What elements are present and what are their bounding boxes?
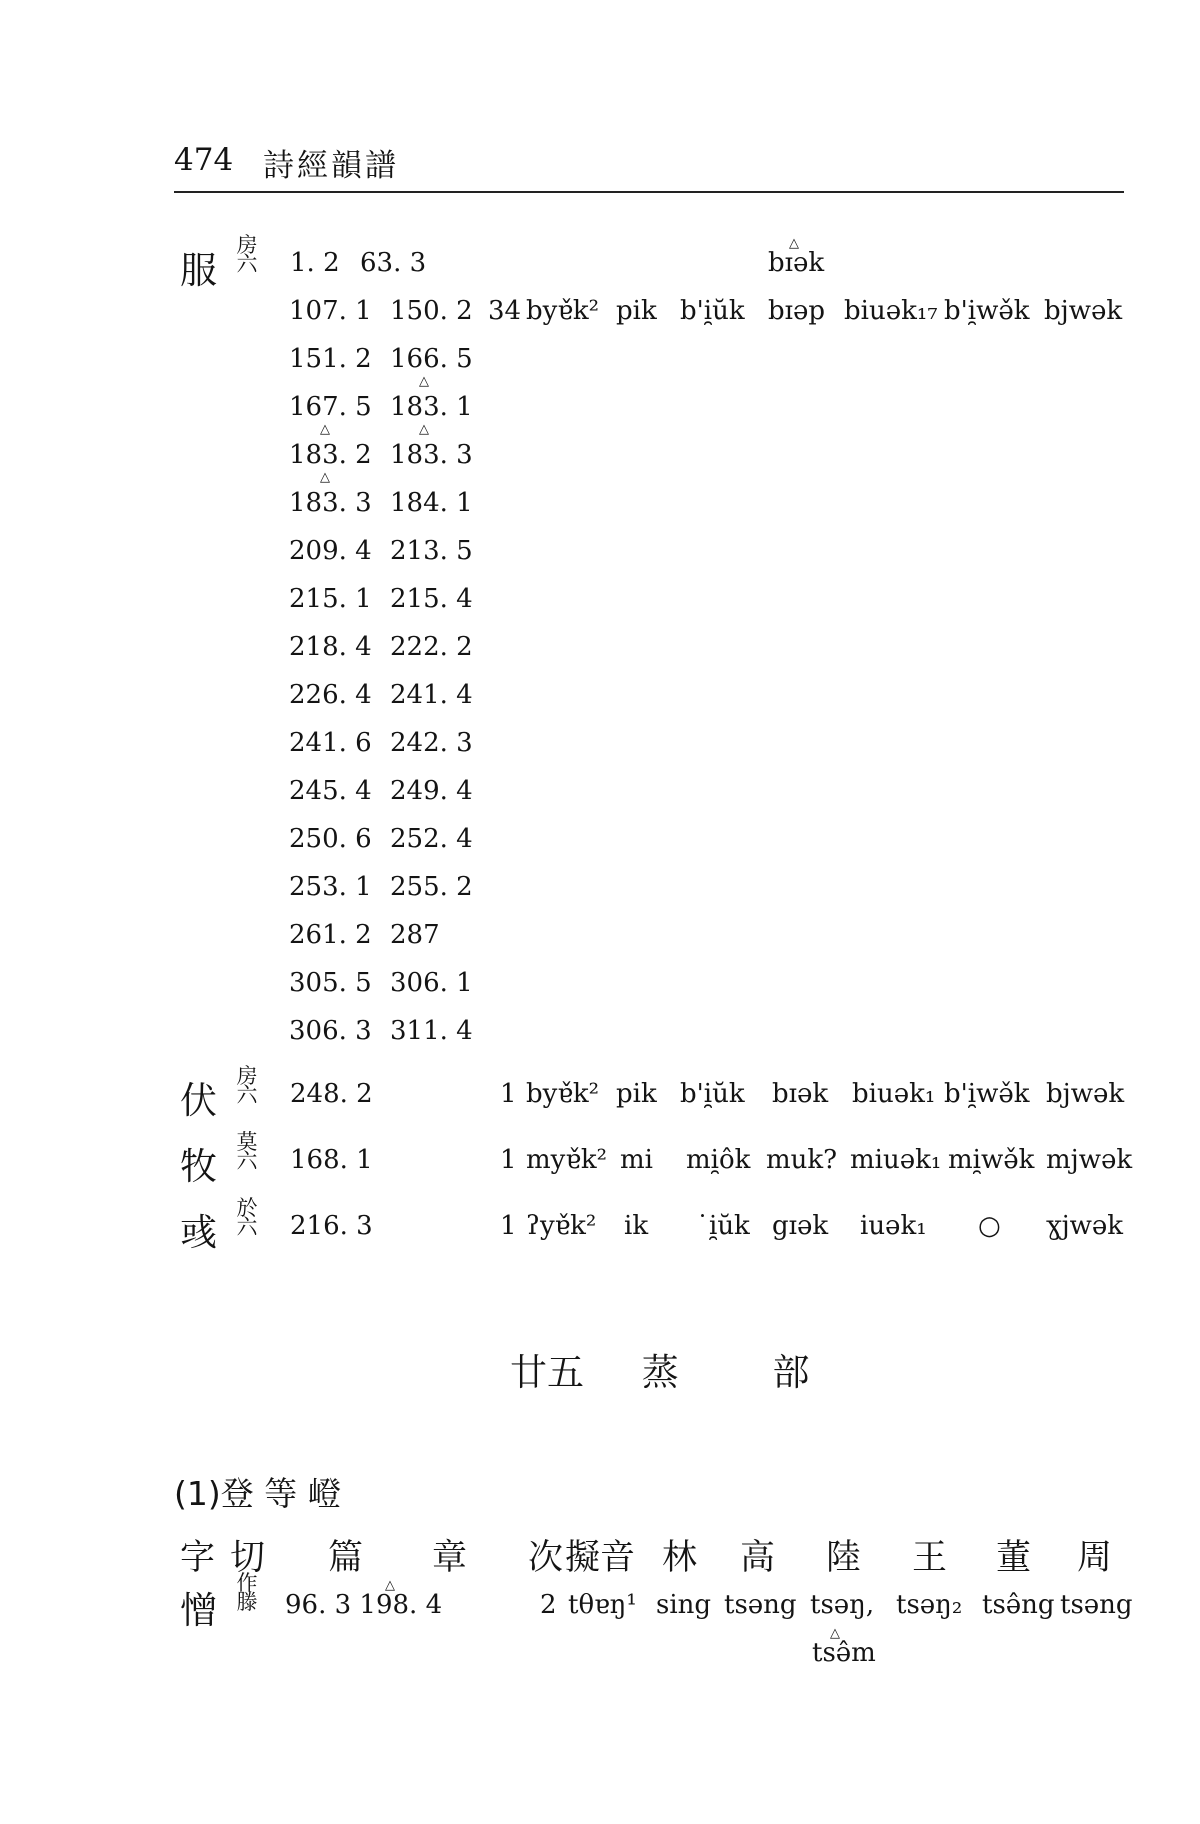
reference-number: 241. 6	[289, 728, 372, 758]
reference-number: 245. 4	[289, 776, 372, 806]
reading-cell: b'i̯ŭk	[680, 1079, 745, 1109]
reference-number: 305. 5	[289, 968, 372, 998]
reference-number: 183. 2	[289, 440, 372, 470]
reading-cell: bɪək	[772, 1079, 829, 1109]
head-character: 彧	[180, 1211, 217, 1254]
fanqie-annotation: 莫 六	[236, 1130, 258, 1173]
reading-cell: b'i̯wə̌k	[944, 296, 1030, 326]
triangle-mark: △	[320, 470, 330, 485]
reference-number: 183. 3	[390, 440, 473, 470]
reference: 168. 1	[290, 1145, 373, 1175]
reading-cell: bjwək	[1046, 1079, 1125, 1109]
reading-cell: ○	[978, 1211, 1001, 1241]
reference-number: 253. 1	[289, 872, 372, 902]
column-header: 王	[912, 1538, 948, 1578]
reference-number: 1. 2	[290, 248, 340, 278]
reading-cell: sing	[656, 1590, 712, 1620]
reading-cell: 1	[500, 1211, 517, 1241]
reading-cell: 1	[500, 1079, 517, 1109]
reading-cell: tθɐŋ¹	[568, 1590, 637, 1620]
reading-alternate: tsə̂m	[812, 1638, 876, 1668]
reference-number: 255. 2	[390, 872, 473, 902]
page-number: 474	[174, 142, 234, 178]
reference-number: 209. 4	[289, 536, 372, 566]
reading-cell: b'i̯wə̌k	[944, 1079, 1030, 1109]
reading-cell: mi	[620, 1145, 653, 1175]
column-header: 擬音	[565, 1538, 636, 1578]
reading-cell: ik	[624, 1211, 649, 1241]
reference: 216. 3	[290, 1211, 373, 1241]
subsection-heading: (1)登 等 嶝	[174, 1474, 341, 1513]
book-title: 詩經韻譜	[263, 148, 399, 184]
triangle-mark: △	[830, 1626, 840, 1641]
triangle-mark: △	[419, 374, 429, 389]
reference-number: 151. 2	[289, 344, 372, 374]
reference-number: 183. 3	[289, 488, 372, 518]
fanqie-annotation: 房 六	[236, 233, 258, 276]
reference-number: 184. 1	[390, 488, 473, 518]
reading-cell: pik	[616, 296, 657, 326]
reference-number: 250. 6	[289, 824, 372, 854]
reference-number: 222. 2	[390, 632, 473, 662]
reference-number: 183. 1	[390, 392, 473, 422]
reference-number: 261. 2	[289, 920, 372, 950]
reading-cell: mi̯ôk	[686, 1145, 751, 1175]
column-header: 高	[740, 1538, 776, 1578]
reading-cell: mjwək	[1046, 1145, 1133, 1175]
reference-number: 150. 2	[390, 296, 473, 326]
reading-cell: byɐ̌k²	[526, 1079, 600, 1109]
reading-cell: biuək₁₇	[844, 296, 938, 326]
head-character: 牧	[180, 1145, 217, 1188]
reference-number: 252. 4	[390, 824, 473, 854]
reference-number: 63. 3	[360, 248, 427, 278]
column-header: 篇	[328, 1538, 364, 1578]
fanqie-annotation: 作 滕	[236, 1571, 258, 1614]
fanqie-annotation: 房 六	[236, 1064, 258, 1107]
triangle-mark: △	[320, 422, 330, 437]
reading-cell: muk?	[766, 1145, 838, 1175]
reading-cell: miuək₁	[850, 1145, 942, 1175]
reading-cell: 1	[500, 1145, 517, 1175]
reading-cell: myɐ̌k²	[526, 1145, 608, 1175]
reading-cell: biuək₁	[852, 1079, 936, 1109]
reference-number: 213. 5	[390, 536, 473, 566]
section-title: 廿五 蒸 部	[510, 1351, 810, 1394]
reference-number: 242. 3	[390, 728, 473, 758]
reference-number: 218. 4	[289, 632, 372, 662]
triangle-mark: △	[789, 236, 799, 251]
reading-top: bɪək	[768, 248, 825, 278]
reading-cell: ˙i̯ŭk	[696, 1211, 750, 1241]
head-character: 伏	[180, 1079, 217, 1122]
triangle-mark: △	[419, 422, 429, 437]
head-character: 服	[180, 249, 217, 292]
reference-number: 287	[390, 920, 440, 950]
column-header: 次	[528, 1538, 564, 1578]
reading-cell: tsəŋ,	[810, 1590, 875, 1620]
reading-cell: 34	[488, 296, 522, 326]
header-divider	[174, 191, 1124, 193]
reference-number: 107. 1	[289, 296, 372, 326]
reading-cell: tsəng	[724, 1590, 797, 1620]
triangle-mark: △	[385, 1578, 395, 1593]
reading-cell: tsə̂ng	[982, 1590, 1055, 1620]
reading-cell: b'i̯ŭk	[680, 296, 745, 326]
reference-number: 306. 3	[289, 1016, 372, 1046]
fanqie-annotation: 於 六	[236, 1196, 258, 1239]
column-header: 林	[662, 1538, 698, 1578]
reading-cell: mi̯wə̌k	[948, 1145, 1035, 1175]
reading-cell: byɐ̌k²	[526, 296, 600, 326]
reference: 248. 2	[290, 1079, 373, 1109]
reference-number: 241. 4	[390, 680, 473, 710]
reading-cell: pik	[616, 1079, 657, 1109]
reading-cell: gɪək	[772, 1211, 829, 1241]
column-header: 字	[180, 1538, 216, 1578]
column-header: 陸	[826, 1538, 862, 1578]
column-header: 董	[996, 1538, 1032, 1578]
reference-number: 166. 5	[390, 344, 473, 374]
column-header: 章	[432, 1538, 468, 1578]
reading-cell: bjwək	[1044, 296, 1123, 326]
head-character: 憎	[180, 1589, 217, 1632]
reference-number: 249. 4	[390, 776, 473, 806]
reading-cell: 2	[540, 1590, 557, 1620]
reading-cell: bɪəp	[768, 296, 825, 326]
reference-number: 306. 1	[390, 968, 473, 998]
reading-cell: tsəng	[1060, 1590, 1133, 1620]
reference-number: 215. 1	[289, 584, 372, 614]
reading-cell: ɣjwək	[1046, 1211, 1124, 1241]
column-header: 切	[230, 1538, 266, 1578]
column-header: 周	[1077, 1538, 1113, 1578]
reading-cell: ʔyɐ̌k²	[526, 1211, 597, 1241]
reading-cell: iuək₁	[860, 1211, 927, 1241]
reference-number: 167. 5	[289, 392, 372, 422]
reading-cell: tsəŋ₂	[896, 1590, 963, 1620]
reference-number: 215. 4	[390, 584, 473, 614]
reference: 96. 3 198. 4	[285, 1590, 443, 1620]
reference-number: 226. 4	[289, 680, 372, 710]
reference-number: 311. 4	[390, 1016, 473, 1046]
